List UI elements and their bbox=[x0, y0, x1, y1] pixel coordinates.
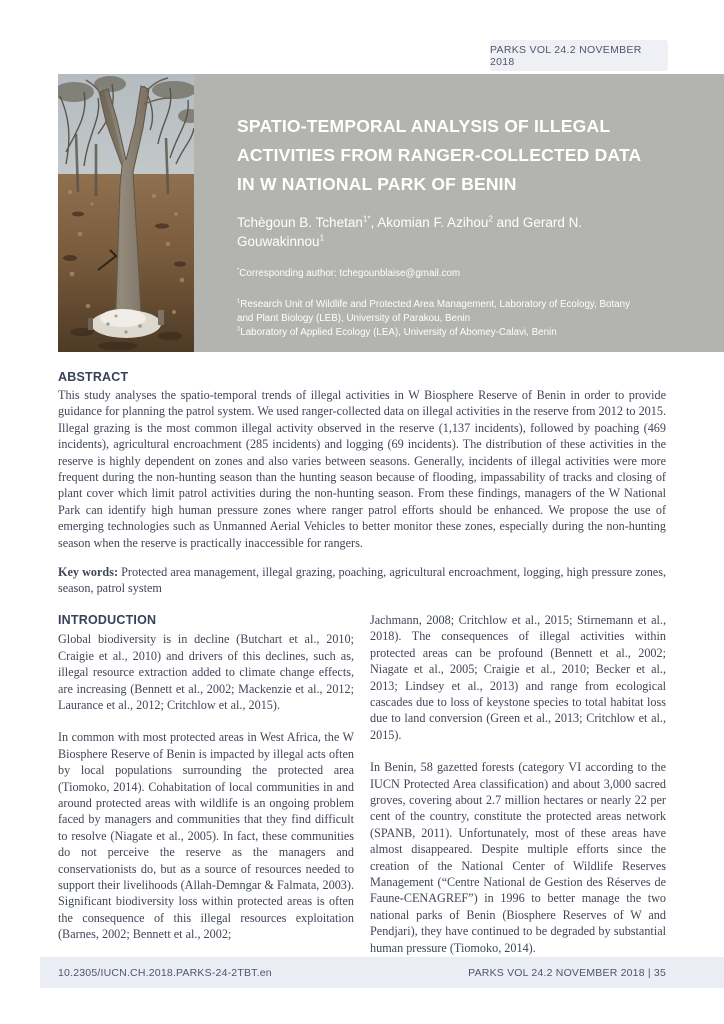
author-name: Gerard N. Gouwakinnou bbox=[237, 215, 583, 249]
introduction-heading: INTRODUCTION bbox=[58, 612, 157, 627]
author-separator: , bbox=[370, 215, 378, 230]
authors-line bbox=[237, 213, 605, 251]
main-content bbox=[58, 370, 666, 956]
intro-right-paragraph-2: In Benin, 58 gazetted forests (category VI according to the IUCN Protected Area classification) and about 3,000 sacred groves, covering about 2.7 million hectares or nearly 22 per cent of the country, constitute the protected areas network (SPANB, 2011). Unfortunately, most of these areas have almost disappeared. Despite multiple efforts since the creation of the National Center of Wildlife Reserves Management (“Centre National de Gestion des Réserves de Faune-CENAGREF”) in 1996 to better manage the two national parks of Benin (Biosphere Reserves of W and Pendjari), they have continued to be degraded by substantial human pressure (Tiomoko, 2014). bbox=[370, 760, 666, 955]
page-title-line-3: IN W NATIONAL PARK OF BENIN bbox=[237, 174, 517, 194]
author-superscript: 1 bbox=[319, 233, 325, 243]
header-volume-badge: PARKS VOL 24.2 NOVEMBER 2018 bbox=[490, 40, 668, 71]
article-photo bbox=[58, 74, 194, 352]
introduction-columns bbox=[58, 612, 666, 956]
page-title bbox=[237, 112, 694, 199]
page-title-line-1: SPATIO-TEMPORAL ANALYSIS OF ILLEGAL bbox=[237, 116, 611, 136]
keywords-line bbox=[58, 564, 666, 597]
affiliation-1 bbox=[237, 298, 645, 326]
keywords-label: Key words: bbox=[58, 565, 119, 580]
intro-left-paragraph-2: In common with most protected areas in West Africa, the W Biosphere Reserve of Benin is impacted by illegal acts often by local populations surrounding the protected area (Tiomoko, 2014). Cohabitation of local communities in and around protected areas with wildlife is an ongoing problem faced by managers and communities that they find difficult to resolve (Niagate et al., 2005). In fact, these communities do not perceive the reserve as the managers and conservationists do, but as a source of resources needed to support their livelihoods (Allah-Demngar & Falmata, 2003). Significant biodiversity loss within protected areas is often the consequence of this illegal resources exploitation (Barnes, 2002; Bennett et al., 2002; bbox=[58, 730, 354, 942]
savanna-photo-illustration bbox=[58, 74, 194, 352]
corresponding-text: Corresponding author: tchegounblaise@gmail.com bbox=[239, 268, 460, 279]
footer-issue-page: PARKS VOL 24.2 NOVEMBER 2018 | 35 bbox=[468, 966, 666, 979]
author-superscript: 1* bbox=[362, 214, 371, 224]
page-title-line-2: ACTIVITIES FROM RANGER-COLLECTED DATA bbox=[237, 145, 642, 165]
affiliation-superscript: 2 bbox=[237, 326, 241, 333]
abstract-text: This study analyses the spatio-temporal trends of illegal activities in W Biosphere Reserve of Benin in order to provide guidance for planning the patrol system. We used ranger-collected data on illegal activities in the reserve from 2012 to 2015. Illegal grazing is the most common illegal activity observed in the reserve (1,137 incidents), followed by poaching (469 incidents), agricultural encroachment (285 incidents) and logging (69 incidents). The distribution of these activities in the reserve is highly dependent on zones and also varies between seasons. Generally, incidents of illegal activities were more frequent during the non-hunting season than the hunting season because of flooding, impassability of tracks and closing of plant cover which limit patrol activities during the non-hunting season. From these findings, managers of the W National Park can identify high human pressure zones where ranger patrol efforts should be enhanced. We propose the use of emerging technologies such as Unmanned Aerial Vehicles to better monitor these zones, especially during the non-hunting season when the reserve is practically inaccessible for rangers. bbox=[58, 388, 666, 550]
corresponding-author-line bbox=[237, 267, 694, 281]
affiliation-text: Research Unit of Wildlife and Protected Area Management, Laboratory of Ecology, Botany and Plant Biology (LEB), University of Parakou, Benin bbox=[237, 299, 631, 324]
footer-doi: 10.2305/IUCN.CH.2018.PARKS-24-2TBT.en bbox=[58, 966, 272, 979]
abstract-heading: ABSTRACT bbox=[58, 370, 129, 384]
keywords-text: Protected area management, illegal grazing, poaching, agricultural encroachment, logging, high pressure zones, season, patrol system bbox=[58, 565, 666, 596]
affiliation-2 bbox=[237, 326, 645, 340]
author-superscript: 2 bbox=[488, 214, 493, 224]
affiliations bbox=[237, 298, 645, 340]
intro-right-paragraph-1: Jachmann, 2008; Critchlow et al., 2015; Stirnemann et al., 2018). The consequences of illegal activities within protected areas can be profound (Bennett et al., 2002; Niagate et al., 2005; Craigie et al., 2010; Becker et al., 2013; Lindsey et al., 2013) and range from ecological cascades due to loss of keystone species to total habitat loss due to land conversion (Green et al., 2013; Critchlow et al., 2015). bbox=[370, 612, 666, 742]
intro-left-paragraph-1: Global biodiversity is in decline (Butchart et al., 2010; Craigie et al., 2010) and drivers of this declines, such as, illegal resource extraction added to climate change effects, are increasing (Bennett et al., 2002; Mackenzie et al., 2012; Laurance et al., 2012; Critchlow et al., 2015). bbox=[58, 632, 354, 712]
author-name: Akomian F. Azihou bbox=[377, 215, 489, 230]
author-name: Tchègoun B. Tchetan bbox=[237, 215, 363, 230]
affiliation-superscript: 1 bbox=[237, 298, 241, 305]
column-right bbox=[370, 612, 666, 956]
footer-bar bbox=[40, 957, 724, 988]
corresponding-superscript: * bbox=[237, 267, 240, 274]
title-block bbox=[194, 74, 724, 352]
affiliation-text: Laboratory of Applied Ecology (LEA), University of Abomey-Calavi, Benin bbox=[240, 327, 557, 338]
author-separator: and bbox=[492, 215, 523, 230]
column-left bbox=[58, 612, 354, 943]
